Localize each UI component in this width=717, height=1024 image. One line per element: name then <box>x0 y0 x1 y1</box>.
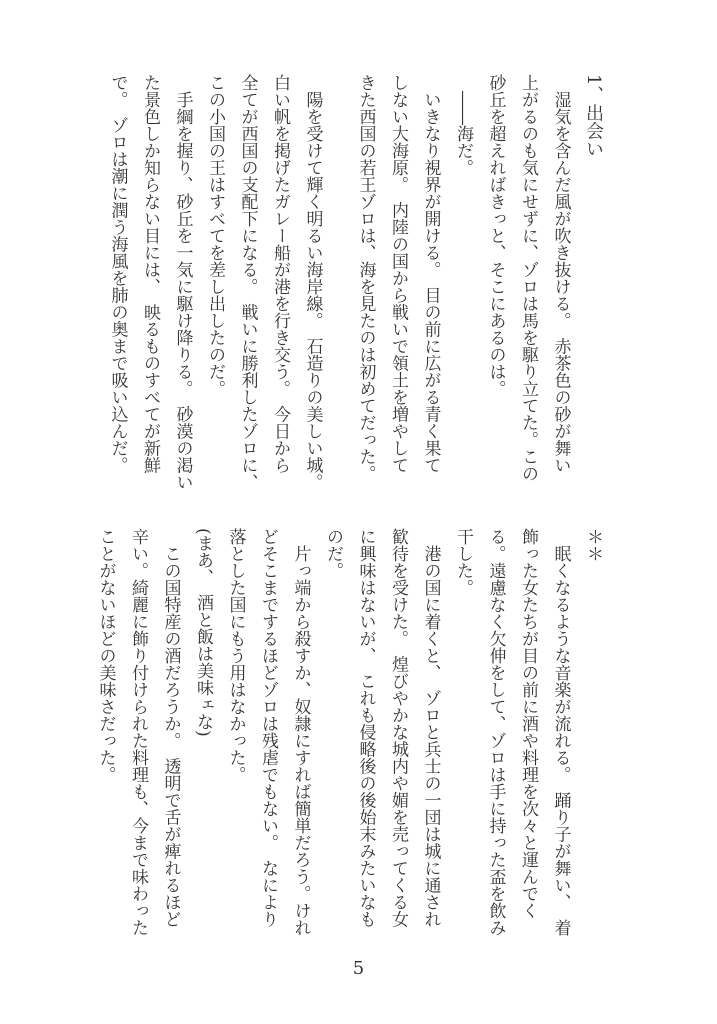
text-line: 干した。 <box>453 528 473 596</box>
text-line: 歓待を受けた。 煌びやかな城内や媚を売ってくる女 <box>388 528 408 928</box>
text-line: この小国の王はすべてを差し出したのだ。 <box>205 74 225 397</box>
text-line: 白い帆を掲げたガレー船が港を行き交う。 今日から <box>270 74 290 474</box>
text-line: 飾った女たちが目の前に酒や料理を次々と運んでく <box>518 528 538 919</box>
text-line: 湿気を含んだ風が吹き抜ける。 赤茶色の砂が舞い <box>550 91 571 474</box>
text-line: 辛い。綺麗に飾り付けられた料理も、今まで味わった <box>128 528 148 936</box>
text-line: 陽を受けて輝く明るい海岸線。 石造りの美しい城。 <box>302 91 323 491</box>
text-line: きた西国の若王ゾロは、海を見たのは初めてだった。 <box>355 74 376 482</box>
upper-text-block <box>101 74 609 494</box>
text-line: 手綱を握り、砂丘を一気に駆け降りる。 砂漠の渇い <box>172 91 193 491</box>
page-number: 5 <box>352 958 365 979</box>
text-line <box>329 74 350 494</box>
text-line: しない大海原。 内陸の国から戦いで領土を増やして <box>388 74 408 474</box>
text-line: どそこまでするほどゾロは残虐でもない。 なにより <box>258 528 278 928</box>
text-line: のだ。 <box>323 528 343 579</box>
text-line: ――海だ。 <box>453 91 473 176</box>
text-line: ことがないほどの美味さだった。 <box>95 528 116 783</box>
text-line: 片っ端から殺すか、奴隷にすれば簡単だろう。けれ <box>290 545 311 936</box>
text-line: 港の国に着くと、 ゾロと兵士の一団は城に通され <box>420 545 441 928</box>
text-line: 上がるのも気にせずに、ゾロは馬を駆り立てた。この <box>518 74 538 482</box>
text-line: 全てが西国の支配下になる。 戦いに勝利したゾロに、 <box>237 74 258 491</box>
text-line: に興味はないが、 これも侵略後の後始末みたいなも <box>355 528 376 928</box>
text-line: いきなり視界が開ける。 目の前に広がる青く果て <box>420 91 441 474</box>
text-line: る。遠慮なく欠伸をして、ゾロは手に持った盃を飲み <box>485 528 506 936</box>
text-line: 砂丘を超えればきっと、そこにあるのは。 <box>485 74 506 397</box>
lower-text-block <box>95 528 609 948</box>
text-line: 眠くなるような音楽が流れる。 踊り子が舞い、 着 <box>550 545 571 936</box>
text-line: ＊＊ <box>583 528 603 562</box>
text-line: この国特産の酒だろうか。 透明で舌が痺れるほど <box>160 545 181 928</box>
text-line: (まあ、 酒と飯は美味ェな) <box>193 528 213 737</box>
text-line: 落とした国にもう用はなかった。 <box>225 528 246 783</box>
text-line: た景色しか知らない目には、 映るものすべてが新鮮 <box>140 74 160 474</box>
text-line: で。 ゾロは潮に潤う海風を肺の奥まで吸い込んだ。 <box>107 74 128 474</box>
chapter-heading: 1、出会い <box>583 74 604 158</box>
